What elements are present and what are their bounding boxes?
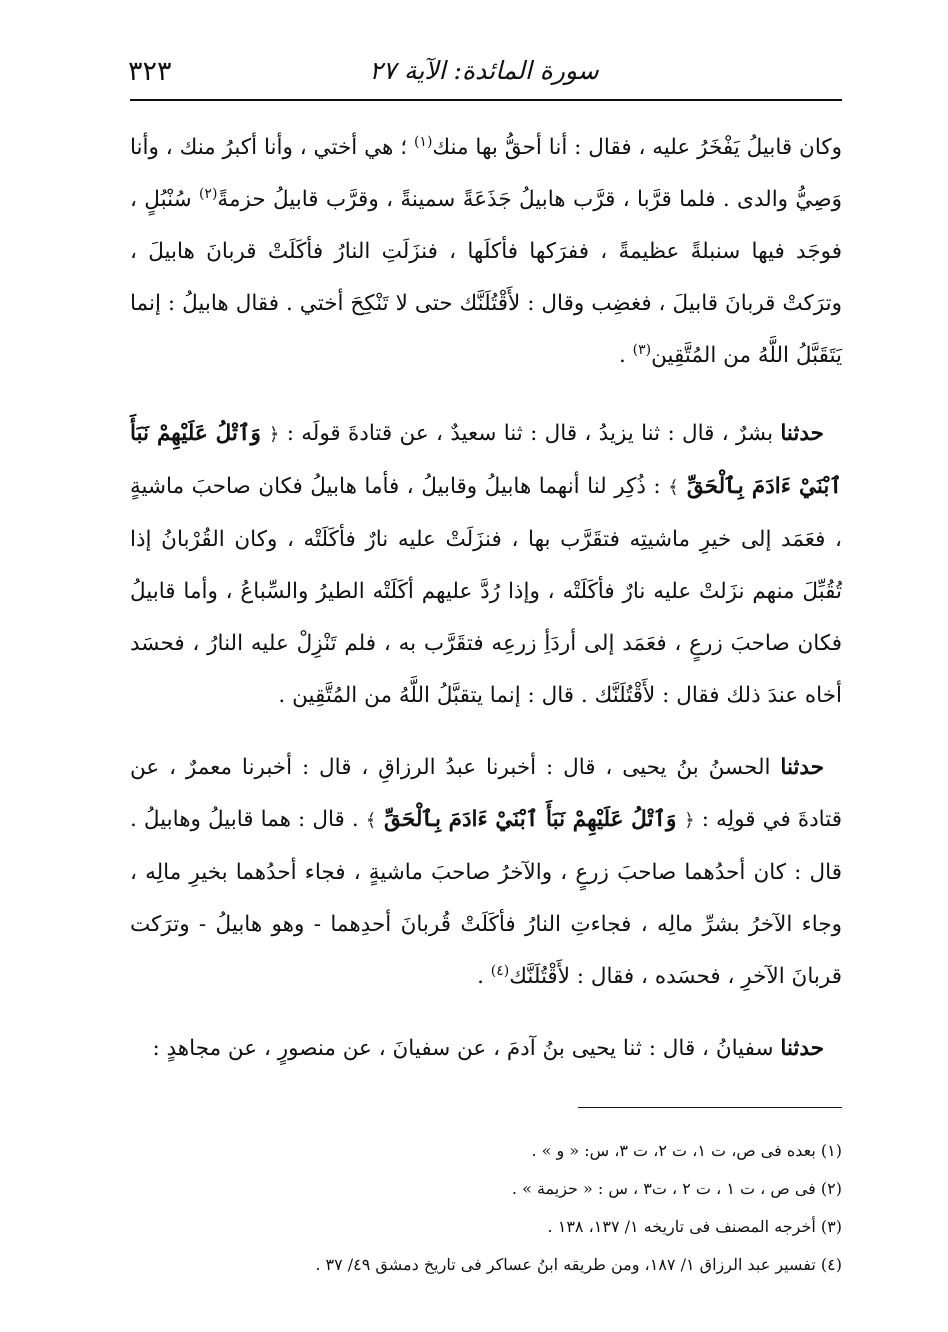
paragraph-text: سفيانُ ، قال : ثنا يحيى بنُ آدمَ ، عن سفيانَ ، عن منصورٍ ، عن مجاهدٍ : (152, 1036, 781, 1061)
running-title: سورة المائدة: الآية ٢٧ (369, 56, 599, 85)
footnote-4: (٤) تفسير عبد الرزاق ١/ ١٨٧، ومن طريقه ابنُ عساكر فى تاريخ دمشق ٤٩/ ٣٧ . (315, 1255, 842, 1274)
paragraph-continuation (130, 122, 842, 382)
footnote-marker: (٢) (198, 185, 218, 202)
page-header (128, 50, 840, 100)
hadith-lead-word: حدثنا (780, 1036, 824, 1061)
paragraph-text: : ذُكِر لنا أنهما هابيلُ وقابيلُ ، فأما هابيلُ فكان صاحبَ ماشيةٍ ، فعَمَد إلى خيرِ ماشيتِه فتقَرَّب بها ، فنزَلَتْ عليه نارٌ فأكَلَتْه ، وكان القُرْبانُ إذا تُقُبِّلَ منهم نزَلتْ عليه نارٌ فأكَلَتْه ، وإذا رُدَّ عليهم أكَلَتْه الطيرُ والسِّباعُ ، وأما قابيلُ فكان صاحبَ زرعٍ ، فعَمَد إلى أردَأِ زرعِه فتقَرَّب به ، فلم تَنْزِلْ عليه النارُ ، فحسَد أخاه عندَ ذلك فقال : لأَقْتُلَنَّك . قال : إنما يتقبَّلُ اللَّهُ من المُتَّقِين . (130, 474, 842, 708)
paragraph-text: بشرٌ ، قال : ثنا يزيدُ ، قال : ثنا سعيدٌ ، عن قتادةَ قولَه : (279, 421, 781, 446)
quran-quote: وَٱتْلُ عَلَيْهِمْ نَبَأَ ٱبْنَيْ ءَادَمَ بِٱلْحَقِّ (376, 807, 685, 832)
quran-bracket: ﴾ (668, 477, 679, 498)
paragraph-hadith-hasan (130, 742, 842, 1003)
footnote-rule (578, 1107, 842, 1108)
main-text (130, 122, 842, 1095)
footnotes (130, 1132, 842, 1284)
quran-quote: وَٱتْلُ عَلَيْهِمْ نَبَأَ ٱبْنَيْ ءَادَمَ بِٱلْحَقِّ (130, 421, 842, 499)
paragraph-text: ؛ هي أختي ، وأنا أكبرُ منك ، وأنا وَصِيُّ والدى . فلما قرَّبا ، قرَّب هابيلُ جَذَعَةً سمينةً ، وقرَّب قابيلُ حزمةً (130, 135, 842, 212)
footnote-3: (٣) أخرجه المصنف فى تاريخه ١/ ١٣٧، ١٣٨ . (547, 1217, 842, 1236)
quran-bracket: ﴾ (365, 810, 377, 831)
quran-bracket: ﴿ (684, 810, 695, 831)
footnote-marker: (١) (413, 133, 433, 150)
page-number: ٣٢٣ (128, 56, 172, 87)
footnote-2: (٢) فى ص ، ت ١ ، ت ٢ ، ت٣ ، س : « حزيمة » . (511, 1179, 842, 1198)
paragraph-text: . (619, 343, 633, 368)
header-rule (130, 99, 842, 101)
paragraph-text: . (477, 964, 491, 989)
paragraph-text: سُنْبُلٍ ، فوجَد فيها سنبلةً عظيمةً ، ففرَكها فأكلَها ، فنزَلَتِ النارُ فأكَلَتْ قربانَ هابيلَ ، وترَكتْ قربانَ قابيلَ ، فغضِب وقال : لأَقْتُلَنَّك حتى لا تَنْكِحَ أختي . فقال هابيلُ : إنما يَتَقَبَّلُ اللَّهُ من المُتَّقِين (130, 187, 842, 368)
hadith-lead-word: حدثنا (780, 755, 824, 780)
paragraph-hadith-sufyan (130, 1023, 842, 1075)
paragraph-hadith-bishr (130, 408, 842, 722)
paragraph-text: وكان قابيلُ يَفْخَرُ عليه ، فقال : أنا أحقُّ بها منك (432, 135, 842, 160)
hadith-lead-word: حدثنا (780, 421, 824, 446)
quran-bracket: ﴿ (268, 424, 280, 445)
paragraph-text: الحسنُ بنُ يحيى ، قال : أخبرنا عبدُ الرزاقِ ، قال : أخبرنا معمرٌ ، عن قتادةَ في قولِه : (130, 755, 842, 832)
footnote-marker: (٤) (490, 962, 510, 979)
paragraph-text: . قال : هما قابيلُ وهابيلُ . قال : كان أحدُهما صاحبَ زرعٍ ، والآخرُ صاحبَ ماشيةٍ ، فجاء أحدُهما بخيرِ مالِه ، وجاء الآخرُ بشرِّ مالِه ، فجاءتِ النارُ فأكَلَتْ قُربانَ أحدِهما - وهو هابيلُ - وترَكت قربانَ الآخرِ ، فحسَده ، فقال : لأَقْتُلَنَّك (130, 807, 842, 989)
footnote-marker: (٣) (632, 341, 652, 358)
footnote-1: (١) بعده فى ص، ت ١، ت ٢، ت ٣، س: « و » . (531, 1141, 842, 1160)
